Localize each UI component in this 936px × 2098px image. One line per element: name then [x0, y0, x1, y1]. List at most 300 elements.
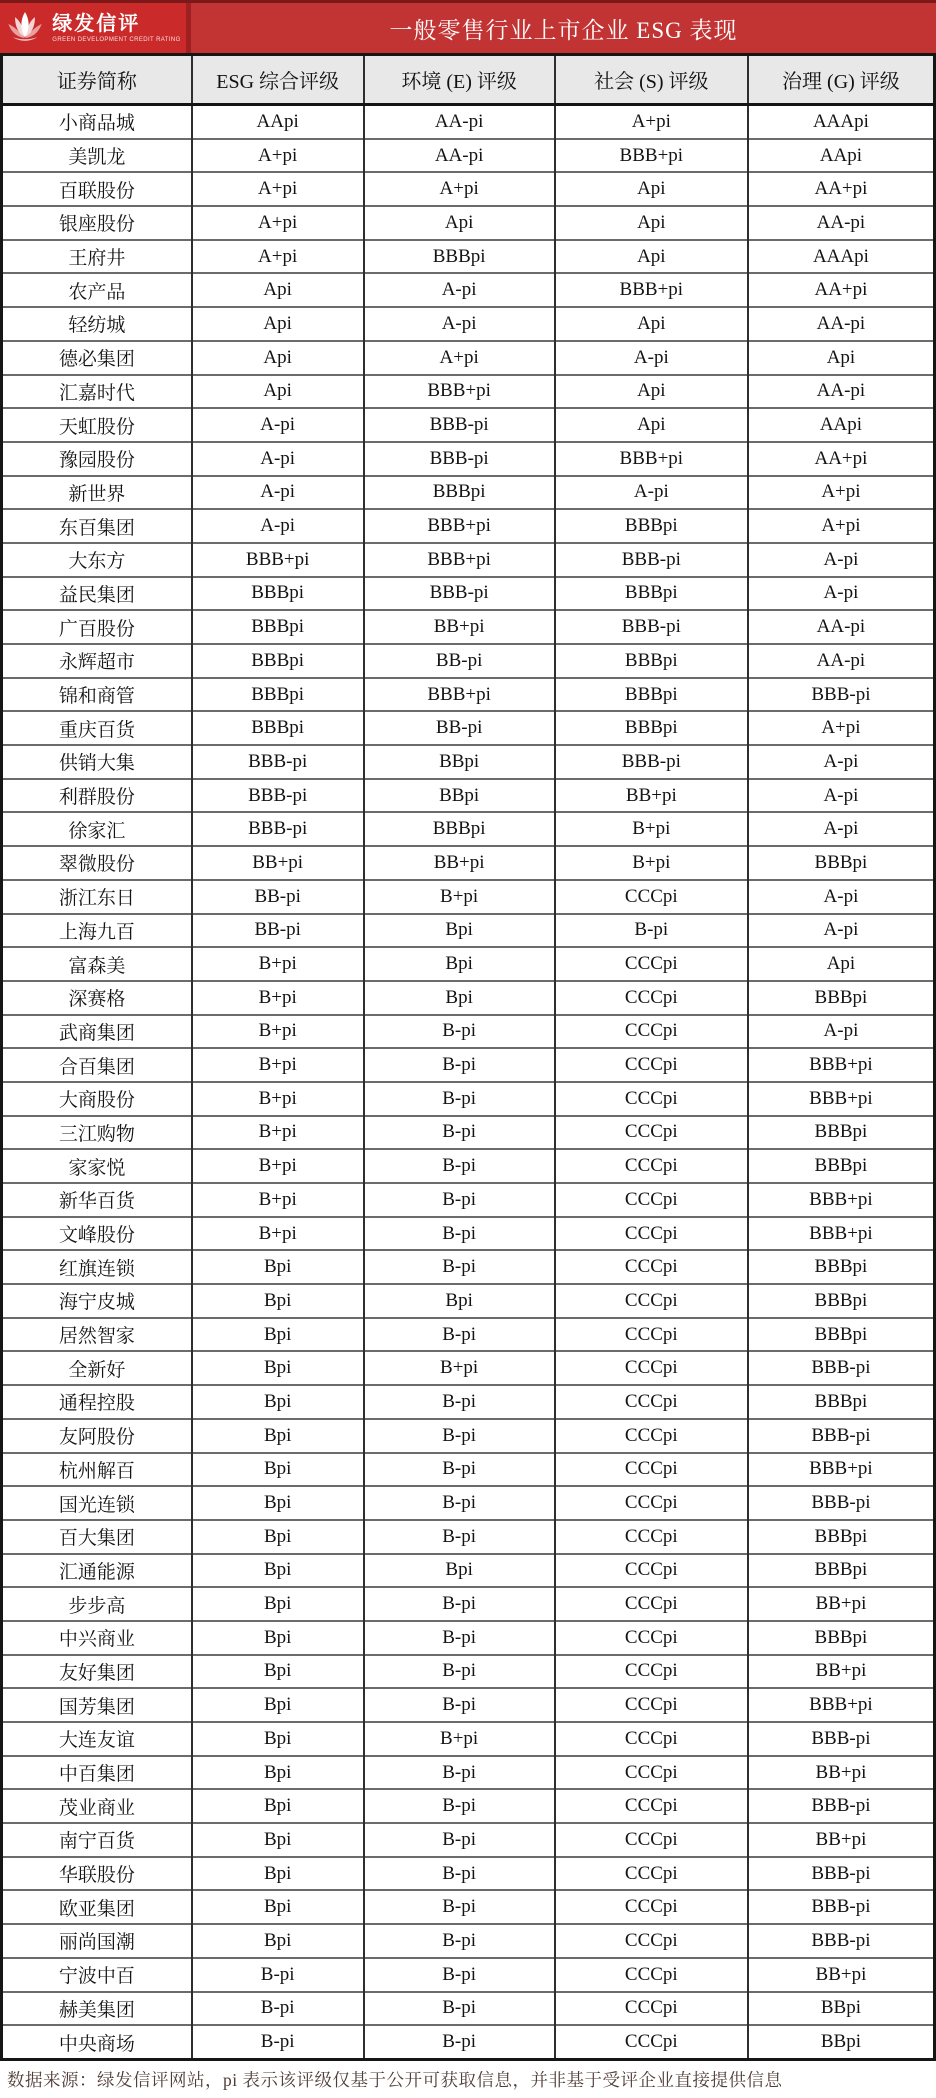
rating-cell: B-pi [192, 1958, 364, 1992]
rating-cell: B-pi [364, 1789, 555, 1823]
rating-cell: BBB+pi [748, 1217, 935, 1251]
rating-cell: Bpi [192, 1823, 364, 1857]
company-cell: 深赛格 [2, 981, 192, 1015]
company-cell: 美凯龙 [2, 139, 192, 173]
rating-cell: Api [192, 307, 364, 341]
company-cell: 杭州解百 [2, 1453, 192, 1487]
rating-cell: A-pi [555, 341, 748, 375]
rating-cell: BBpi [364, 745, 555, 779]
rating-cell: AApi [748, 139, 935, 173]
rating-cell: A+pi [192, 139, 364, 173]
company-cell: 家家悦 [2, 1149, 192, 1183]
company-cell: 重庆百货 [2, 711, 192, 745]
rating-cell: BBB-pi [748, 678, 935, 712]
rating-cell: B-pi [364, 1116, 555, 1150]
rating-cell: B-pi [364, 1149, 555, 1183]
table-row [2, 1756, 935, 1790]
company-cell: 全新好 [2, 1351, 192, 1385]
rating-cell: B-pi [364, 1924, 555, 1958]
rating-cell: BBpi [364, 779, 555, 813]
rating-cell: BBBpi [192, 577, 364, 611]
company-cell: 中央商场 [2, 2025, 192, 2059]
company-cell: 步步高 [2, 1587, 192, 1621]
rating-cell: BBB+pi [555, 273, 748, 307]
rating-cell: BBBpi [364, 240, 555, 274]
rating-cell: BBBpi [555, 577, 748, 611]
table-row [2, 1655, 935, 1689]
company-cell: 茂业商业 [2, 1789, 192, 1823]
company-cell: 大连友谊 [2, 1722, 192, 1756]
company-cell: 广百股份 [2, 610, 192, 644]
rating-cell: B+pi [364, 1722, 555, 1756]
rating-cell: CCCpi [555, 1318, 748, 1352]
table-row [2, 543, 935, 577]
rating-cell: Bpi [192, 1520, 364, 1554]
rating-cell: BBBpi [555, 711, 748, 745]
brand-name-cn: 绿发信评 [52, 12, 141, 35]
company-cell: 国芳集团 [2, 1688, 192, 1722]
table-row [2, 947, 935, 981]
rating-cell: Bpi [364, 914, 555, 948]
rating-cell: BBBpi [555, 678, 748, 712]
rating-cell: Bpi [192, 1655, 364, 1689]
rating-cell: B-pi [364, 1823, 555, 1857]
rating-cell: BBBpi [748, 1318, 935, 1352]
rating-cell: AA+pi [748, 273, 935, 307]
rating-cell: Api [748, 947, 935, 981]
rating-cell: CCCpi [555, 1924, 748, 1958]
company-cell: 友阿股份 [2, 1419, 192, 1453]
rating-cell: B+pi [555, 812, 748, 846]
company-cell: 红旗连锁 [2, 1250, 192, 1284]
company-cell: 豫园股份 [2, 442, 192, 476]
rating-cell: CCCpi [555, 1419, 748, 1453]
table-row [2, 172, 935, 206]
rating-cell: BB+pi [748, 1587, 935, 1621]
rating-cell: BBB+pi [364, 543, 555, 577]
rating-cell: A+pi [192, 240, 364, 274]
table-row [2, 1823, 935, 1857]
rating-cell: Bpi [192, 1318, 364, 1352]
rating-cell: B+pi [192, 1015, 364, 1049]
rating-cell: BBBpi [192, 678, 364, 712]
company-cell: 东百集团 [2, 509, 192, 543]
column-header: ESG 综合评级 [192, 55, 364, 105]
table-row [2, 1318, 935, 1352]
rating-cell: A-pi [748, 779, 935, 813]
table-row [2, 914, 935, 948]
rating-cell: BBB-pi [748, 1722, 935, 1756]
rating-cell: AA-pi [748, 644, 935, 678]
rating-cell: Bpi [192, 1351, 364, 1385]
rating-cell: A+pi [748, 476, 935, 510]
company-cell: 供销大集 [2, 745, 192, 779]
rating-cell: B-pi [364, 1655, 555, 1689]
table-row [2, 610, 935, 644]
page-title: 一般零售行业上市企业 ESG 表现 [389, 17, 738, 43]
rating-cell: B-pi [364, 1217, 555, 1251]
rating-cell: CCCpi [555, 1183, 748, 1217]
rating-cell: B-pi [364, 1015, 555, 1049]
rating-cell: CCCpi [555, 1116, 748, 1150]
table-row [2, 745, 935, 779]
table-row [2, 678, 935, 712]
table-row [2, 1688, 935, 1722]
rating-cell: Api [555, 375, 748, 409]
table-row [2, 105, 935, 139]
table-row [2, 1015, 935, 1049]
rating-cell: AApi [192, 105, 364, 139]
rating-cell: BBBpi [748, 1250, 935, 1284]
company-cell: 南宁百货 [2, 1823, 192, 1857]
rating-cell: CCCpi [555, 1520, 748, 1554]
rating-cell: B-pi [364, 1520, 555, 1554]
rating-cell: BB-pi [364, 711, 555, 745]
rating-cell: A-pi [748, 1015, 935, 1049]
rating-cell: Bpi [192, 1621, 364, 1655]
rating-cell: A+pi [748, 711, 935, 745]
rating-cell: BB+pi [748, 1756, 935, 1790]
table-body [2, 105, 935, 2060]
rating-cell: AA-pi [748, 375, 935, 409]
rating-cell: Bpi [192, 1789, 364, 1823]
rating-cell: Api [748, 341, 935, 375]
company-cell: 三江购物 [2, 1116, 192, 1150]
table-row [2, 307, 935, 341]
rating-cell: A+pi [748, 509, 935, 543]
rating-cell: AA+pi [748, 172, 935, 206]
table-row [2, 711, 935, 745]
rating-cell: BBB+pi [555, 139, 748, 173]
rating-cell: B-pi [364, 1688, 555, 1722]
rating-cell: BBBpi [364, 476, 555, 510]
rating-cell: Bpi [192, 1250, 364, 1284]
rating-cell: A+pi [192, 206, 364, 240]
rating-cell: BBBpi [748, 1520, 935, 1554]
company-cell: 大东方 [2, 543, 192, 577]
table-row [2, 1924, 935, 1958]
company-cell: 武商集团 [2, 1015, 192, 1049]
company-cell: 上海九百 [2, 914, 192, 948]
rating-cell: A-pi [748, 812, 935, 846]
rating-cell: AA-pi [748, 206, 935, 240]
rating-cell: BB-pi [364, 644, 555, 678]
rating-cell: CCCpi [555, 1250, 748, 1284]
company-cell: 翠微股份 [2, 846, 192, 880]
company-cell: 富森美 [2, 947, 192, 981]
table-row [2, 1453, 935, 1487]
rating-cell: BBB-pi [748, 1924, 935, 1958]
table-row [2, 1250, 935, 1284]
table-row [2, 1621, 935, 1655]
rating-cell: B+pi [192, 947, 364, 981]
rating-cell: BBBpi [748, 846, 935, 880]
rating-cell: Bpi [192, 1924, 364, 1958]
table-row [2, 846, 935, 880]
rating-cell: BBB+pi [364, 375, 555, 409]
table-row [2, 408, 935, 442]
rating-cell: BBBpi [364, 812, 555, 846]
rating-cell: B-pi [364, 1486, 555, 1520]
rating-cell: BB+pi [364, 610, 555, 644]
rating-cell: Bpi [364, 947, 555, 981]
rating-cell: BBBpi [748, 981, 935, 1015]
rating-cell: BBB-pi [555, 543, 748, 577]
rating-cell: BBB-pi [192, 745, 364, 779]
rating-cell: Api [555, 206, 748, 240]
rating-cell: Api [192, 375, 364, 409]
rating-cell: BBBpi [192, 610, 364, 644]
rating-cell: B-pi [192, 1992, 364, 2026]
company-cell: 通程控股 [2, 1385, 192, 1419]
rating-cell: AApi [748, 408, 935, 442]
rating-cell: CCCpi [555, 1789, 748, 1823]
table-row [2, 1520, 935, 1554]
table-row [2, 1419, 935, 1453]
company-cell: 新华百货 [2, 1183, 192, 1217]
rating-cell: CCCpi [555, 1554, 748, 1588]
company-cell: 小商品城 [2, 105, 192, 139]
table-row [2, 2025, 935, 2059]
table-row [2, 375, 935, 409]
company-cell: 永辉超市 [2, 644, 192, 678]
rating-cell: CCCpi [555, 1857, 748, 1891]
rating-cell: CCCpi [555, 947, 748, 981]
rating-cell: A-pi [748, 914, 935, 948]
rating-cell: B-pi [364, 1756, 555, 1790]
rating-cell: CCCpi [555, 1655, 748, 1689]
rating-cell: CCCpi [555, 1082, 748, 1116]
company-cell: 益民集团 [2, 577, 192, 611]
rating-cell: CCCpi [555, 1756, 748, 1790]
company-cell: 海宁皮城 [2, 1284, 192, 1318]
rating-cell: B-pi [192, 2025, 364, 2059]
brand-text [52, 14, 180, 43]
rating-cell: CCCpi [555, 1958, 748, 1992]
rating-cell: B-pi [364, 1958, 555, 1992]
rating-cell: BBB+pi [748, 1082, 935, 1116]
rating-cell: Bpi [192, 1722, 364, 1756]
rating-cell: BBBpi [748, 1284, 935, 1318]
table-row [2, 1958, 935, 1992]
brand-logo [0, 3, 191, 53]
rating-cell: Api [555, 408, 748, 442]
rating-cell: Bpi [192, 1284, 364, 1318]
rating-cell: CCCpi [555, 1217, 748, 1251]
company-cell: 天虹股份 [2, 408, 192, 442]
rating-cell: BBB+pi [364, 509, 555, 543]
rating-cell: Api [192, 341, 364, 375]
rating-cell: Bpi [192, 1486, 364, 1520]
table-row [2, 1486, 935, 1520]
source-note: 数据来源：绿发信评网站，pi 表示该评级仅基于公开可获取信息，并非基于受评企业直接提供信息 [7, 2069, 783, 2090]
rating-cell: BBB+pi [555, 442, 748, 476]
rating-cell: Bpi [364, 1284, 555, 1318]
table-row [2, 812, 935, 846]
rating-cell: CCCpi [555, 1385, 748, 1419]
table-row [2, 206, 935, 240]
rating-cell: B-pi [364, 1250, 555, 1284]
company-cell: 百联股份 [2, 172, 192, 206]
rating-cell: CCCpi [555, 2025, 748, 2059]
rating-cell: Bpi [192, 1890, 364, 1924]
rating-cell: CCCpi [555, 1284, 748, 1318]
company-cell: 居然智家 [2, 1318, 192, 1352]
rating-cell: A-pi [748, 745, 935, 779]
table-row [2, 779, 935, 813]
rating-cell: B-pi [364, 1621, 555, 1655]
company-cell: 合百集团 [2, 1048, 192, 1082]
rating-cell: A-pi [748, 880, 935, 914]
rating-cell: A-pi [192, 509, 364, 543]
table-row [2, 442, 935, 476]
header-row [2, 55, 935, 105]
table-row [2, 341, 935, 375]
top-banner [0, 0, 936, 53]
rating-cell: Bpi [192, 1554, 364, 1588]
rating-cell: Bpi [192, 1857, 364, 1891]
rating-cell: BBB-pi [748, 1351, 935, 1385]
rating-cell: B-pi [364, 1318, 555, 1352]
rating-cell: BBBpi [748, 1621, 935, 1655]
company-cell: 锦和商管 [2, 678, 192, 712]
rating-cell: BB+pi [748, 1655, 935, 1689]
rating-cell: BBBpi [555, 644, 748, 678]
rating-cell: B+pi [364, 880, 555, 914]
table-row [2, 1722, 935, 1756]
rating-cell: BBB-pi [364, 442, 555, 476]
table-row [2, 139, 935, 173]
rating-cell: BBB-pi [748, 1419, 935, 1453]
rating-cell: AAApi [748, 105, 935, 139]
rating-cell: CCCpi [555, 1486, 748, 1520]
rating-cell: CCCpi [555, 1015, 748, 1049]
company-cell: 友好集团 [2, 1655, 192, 1689]
column-header: 环境 (E) 评级 [364, 55, 555, 105]
rating-cell: AA+pi [748, 442, 935, 476]
company-cell: 大商股份 [2, 1082, 192, 1116]
rating-cell: B-pi [364, 1048, 555, 1082]
company-cell: 中兴商业 [2, 1621, 192, 1655]
rating-cell: BB+pi [555, 779, 748, 813]
rating-cell: Bpi [192, 1385, 364, 1419]
rating-cell: B+pi [192, 1048, 364, 1082]
rating-cell: A-pi [364, 273, 555, 307]
rating-cell: BBpi [748, 1992, 935, 2026]
rating-cell: BB+pi [748, 1823, 935, 1857]
rating-cell: BBB+pi [192, 543, 364, 577]
rating-cell: B-pi [364, 1082, 555, 1116]
table-row [2, 273, 935, 307]
rating-cell: BBB-pi [192, 779, 364, 813]
rating-cell: BBB-pi [364, 408, 555, 442]
company-cell: 欧亚集团 [2, 1890, 192, 1924]
table-row [2, 240, 935, 274]
company-cell: 轻纺城 [2, 307, 192, 341]
rating-cell: B+pi [192, 1149, 364, 1183]
rating-cell: BBBpi [192, 711, 364, 745]
rating-cell: Api [192, 273, 364, 307]
rating-cell: AA-pi [748, 610, 935, 644]
rating-cell: Bpi [192, 1419, 364, 1453]
rating-cell: B-pi [364, 1992, 555, 2026]
rating-cell: B+pi [555, 846, 748, 880]
table-row [2, 1116, 935, 1150]
rating-cell: BBB-pi [555, 745, 748, 779]
rating-cell: A-pi [364, 307, 555, 341]
rating-cell: B-pi [364, 1385, 555, 1419]
rating-cell: AA-pi [364, 139, 555, 173]
rating-cell: BBB-pi [748, 1857, 935, 1891]
rating-cell: CCCpi [555, 1149, 748, 1183]
rating-cell: B-pi [364, 1857, 555, 1891]
rating-cell: Api [555, 172, 748, 206]
brand-name-en: GREEN DEVELOPMENT CREDIT RATING [52, 36, 181, 43]
table-row [2, 1183, 935, 1217]
rating-cell: B-pi [555, 914, 748, 948]
table-row [2, 1082, 935, 1116]
table-row [2, 1385, 935, 1419]
rating-cell: BBBpi [748, 1385, 935, 1419]
rating-cell: CCCpi [555, 1453, 748, 1487]
rating-cell: BBBpi [748, 1554, 935, 1588]
company-cell: 国光连锁 [2, 1486, 192, 1520]
rating-cell: BBB+pi [748, 1453, 935, 1487]
rating-cell: Bpi [192, 1453, 364, 1487]
rating-cell: B-pi [364, 1890, 555, 1924]
company-cell: 赫美集团 [2, 1992, 192, 2026]
rating-cell: B+pi [192, 981, 364, 1015]
rating-cell: BBBpi [748, 1116, 935, 1150]
company-cell: 华联股份 [2, 1857, 192, 1891]
esg-rating-table [0, 53, 936, 2061]
company-cell: 百大集团 [2, 1520, 192, 1554]
company-cell: 汇嘉时代 [2, 375, 192, 409]
rating-cell: BBB+pi [364, 678, 555, 712]
rating-cell: BBB-pi [748, 1890, 935, 1924]
rating-cell: AAApi [748, 240, 935, 274]
rating-cell: Api [555, 307, 748, 341]
table-row [2, 1789, 935, 1823]
table-row [2, 476, 935, 510]
rating-cell: BB+pi [192, 846, 364, 880]
rating-cell: BB+pi [364, 846, 555, 880]
table-row [2, 1351, 935, 1385]
rating-cell: B+pi [192, 1183, 364, 1217]
rating-cell: CCCpi [555, 1587, 748, 1621]
column-header: 治理 (G) 评级 [748, 55, 935, 105]
rating-cell: BBB+pi [748, 1048, 935, 1082]
table-row [2, 1890, 935, 1924]
company-cell: 农产品 [2, 273, 192, 307]
column-header: 社会 (S) 评级 [555, 55, 748, 105]
rating-cell: CCCpi [555, 1722, 748, 1756]
rating-cell: Bpi [192, 1587, 364, 1621]
rating-cell: CCCpi [555, 1688, 748, 1722]
rating-cell: Bpi [364, 1554, 555, 1588]
rating-cell: BBB-pi [748, 1789, 935, 1823]
rating-cell: Bpi [192, 1688, 364, 1722]
rating-cell: AA-pi [364, 105, 555, 139]
company-cell: 宁波中百 [2, 1958, 192, 1992]
rating-cell: BBBpi [192, 644, 364, 678]
rating-cell: A-pi [192, 476, 364, 510]
lotus-icon [5, 11, 45, 45]
rating-cell: B+pi [192, 1116, 364, 1150]
table-row [2, 1554, 935, 1588]
rating-cell: BBB-pi [748, 1486, 935, 1520]
rating-cell: B-pi [364, 1419, 555, 1453]
